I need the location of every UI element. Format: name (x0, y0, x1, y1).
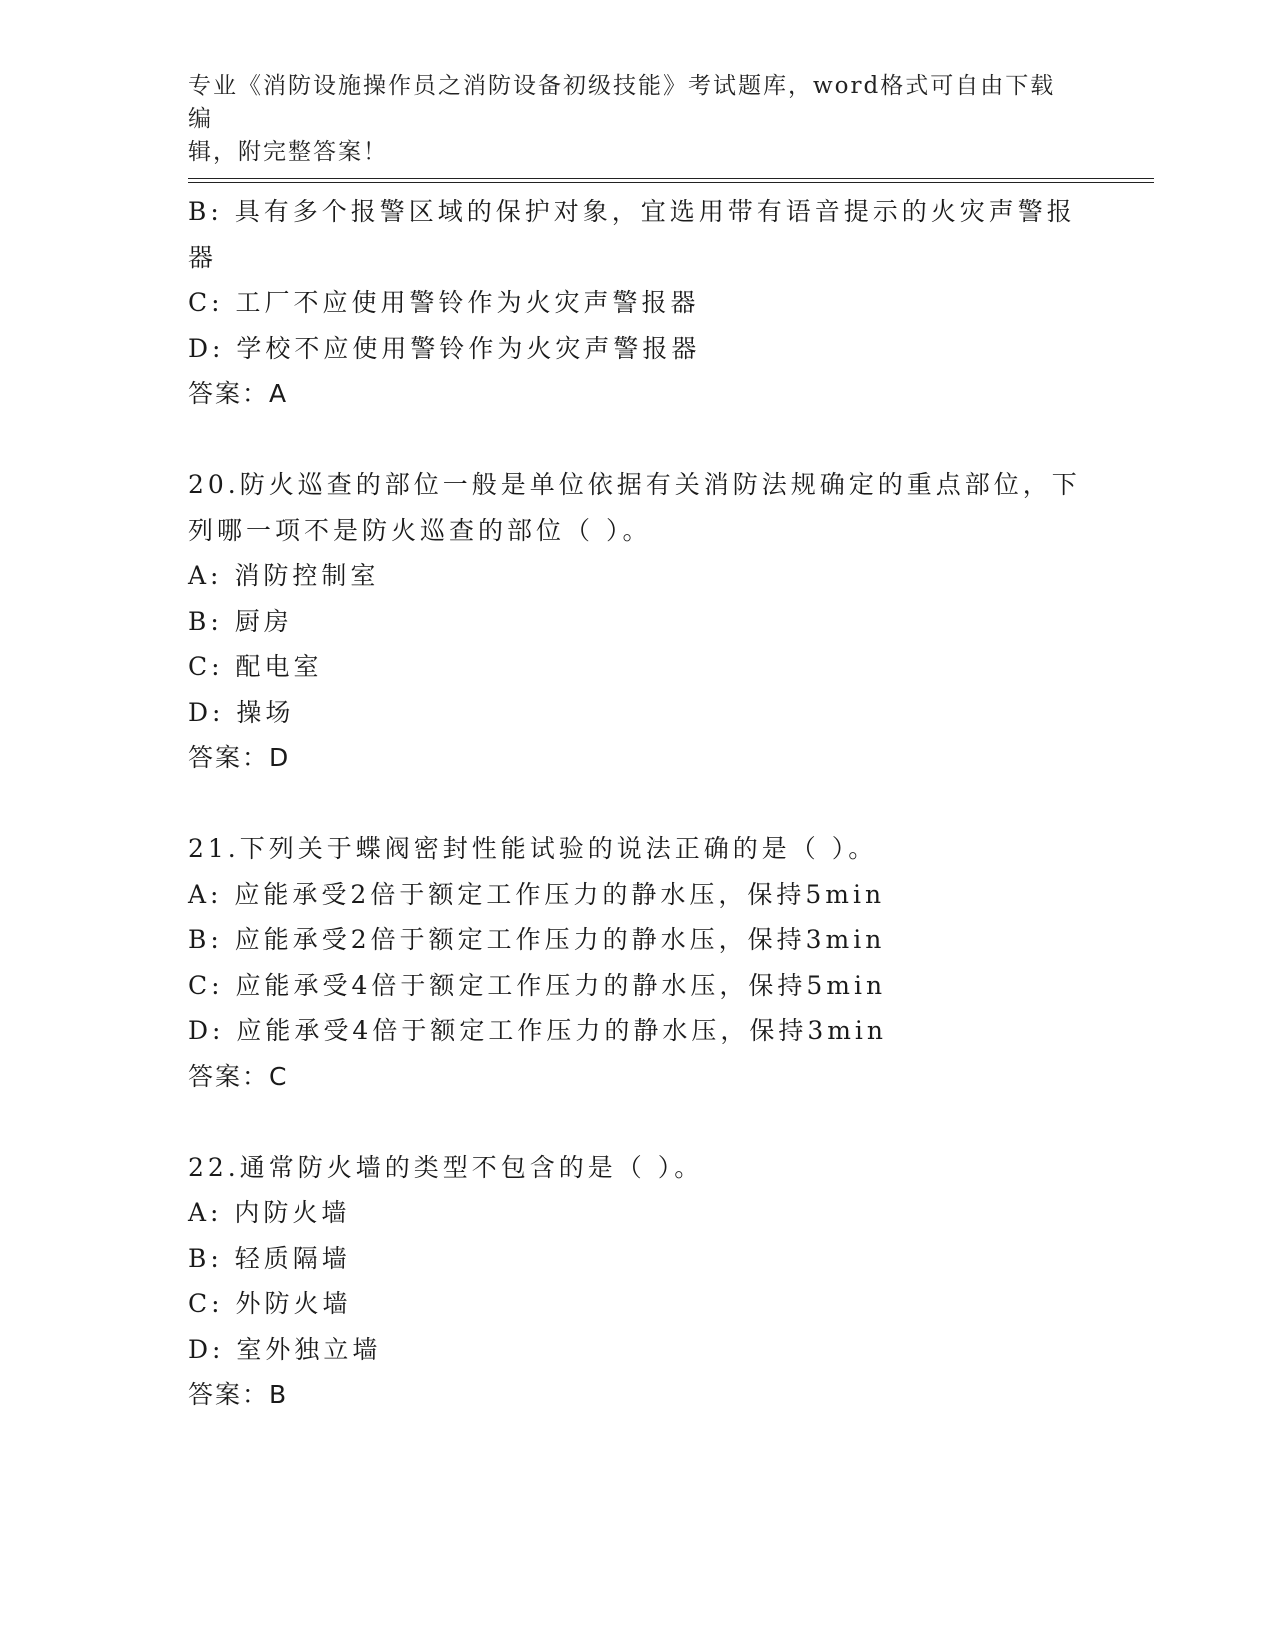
option-a: A: 内防火墙 (188, 1198, 351, 1227)
option-c: C: 配电室 (188, 652, 323, 681)
question-22 (188, 1145, 1088, 1418)
option-c: C: 应能承受4倍于额定工作压力的静水压，保持5min (188, 970, 887, 1000)
option-b-line-2: 器 (188, 242, 218, 272)
question-stem-line-1: 22.通常防火墙的类型不包含的是（ ）。 (188, 1152, 704, 1182)
answer-line: 答案：A (188, 379, 289, 408)
option-b: B: 厨房 (188, 606, 293, 636)
option-d: D: 应能承受4倍于额定工作压力的静水压，保持3min (188, 1016, 888, 1045)
option-b-line-1: B: 具有多个报警区域的保护对象，宜选用带有语音提示的火灾声警报 (188, 197, 1076, 226)
document-header (188, 70, 1068, 169)
spacer (188, 1099, 1088, 1145)
header-rule-top (188, 178, 1154, 179)
answer-line: 答案：B (188, 1380, 289, 1409)
option-b: B: 轻质隔墙 (188, 1243, 351, 1273)
question-stem-line-2: 列哪一项不是防火巡查的部位（ ）。 (188, 515, 652, 545)
option-b: B: 应能承受2倍于额定工作压力的静水压，保持3min (188, 925, 886, 954)
option-d: D: 学校不应使用警铃作为火灾声警报器 (188, 333, 701, 363)
answer-line: 答案：D (188, 743, 291, 772)
question-20 (188, 462, 1088, 781)
header-line-1: 专业《消防设施操作员之消防设备初级技能》考试题库，word格式可自由下载编 (188, 73, 1056, 132)
option-d: D: 操场 (188, 697, 295, 727)
document-body (188, 189, 1088, 1418)
option-d: D: 室外独立墙 (188, 1334, 382, 1364)
option-a: A: 应能承受2倍于额定工作压力的静水压，保持5min (188, 879, 886, 909)
answer-line: 答案：C (188, 1061, 289, 1091)
spacer (188, 781, 1088, 827)
question-stem-line-1: 21.下列关于蝶阀密封性能试验的说法正确的是（ ）。 (188, 834, 878, 863)
question-stem-line-1: 20.防火巡查的部位一般是单位依据有关消防法规确定的重点部位，下 (188, 470, 1081, 499)
question-19-continued (188, 189, 1088, 417)
option-c: C: 外防火墙 (188, 1289, 352, 1318)
question-21 (188, 826, 1088, 1099)
header-rule-bottom (188, 182, 1154, 183)
option-a: A: 消防控制室 (188, 561, 380, 590)
spacer (188, 417, 1088, 463)
option-c: C: 工厂不应使用警铃作为火灾声警报器 (188, 288, 700, 317)
header-line-2: 辑，附完整答案！ (188, 139, 388, 165)
